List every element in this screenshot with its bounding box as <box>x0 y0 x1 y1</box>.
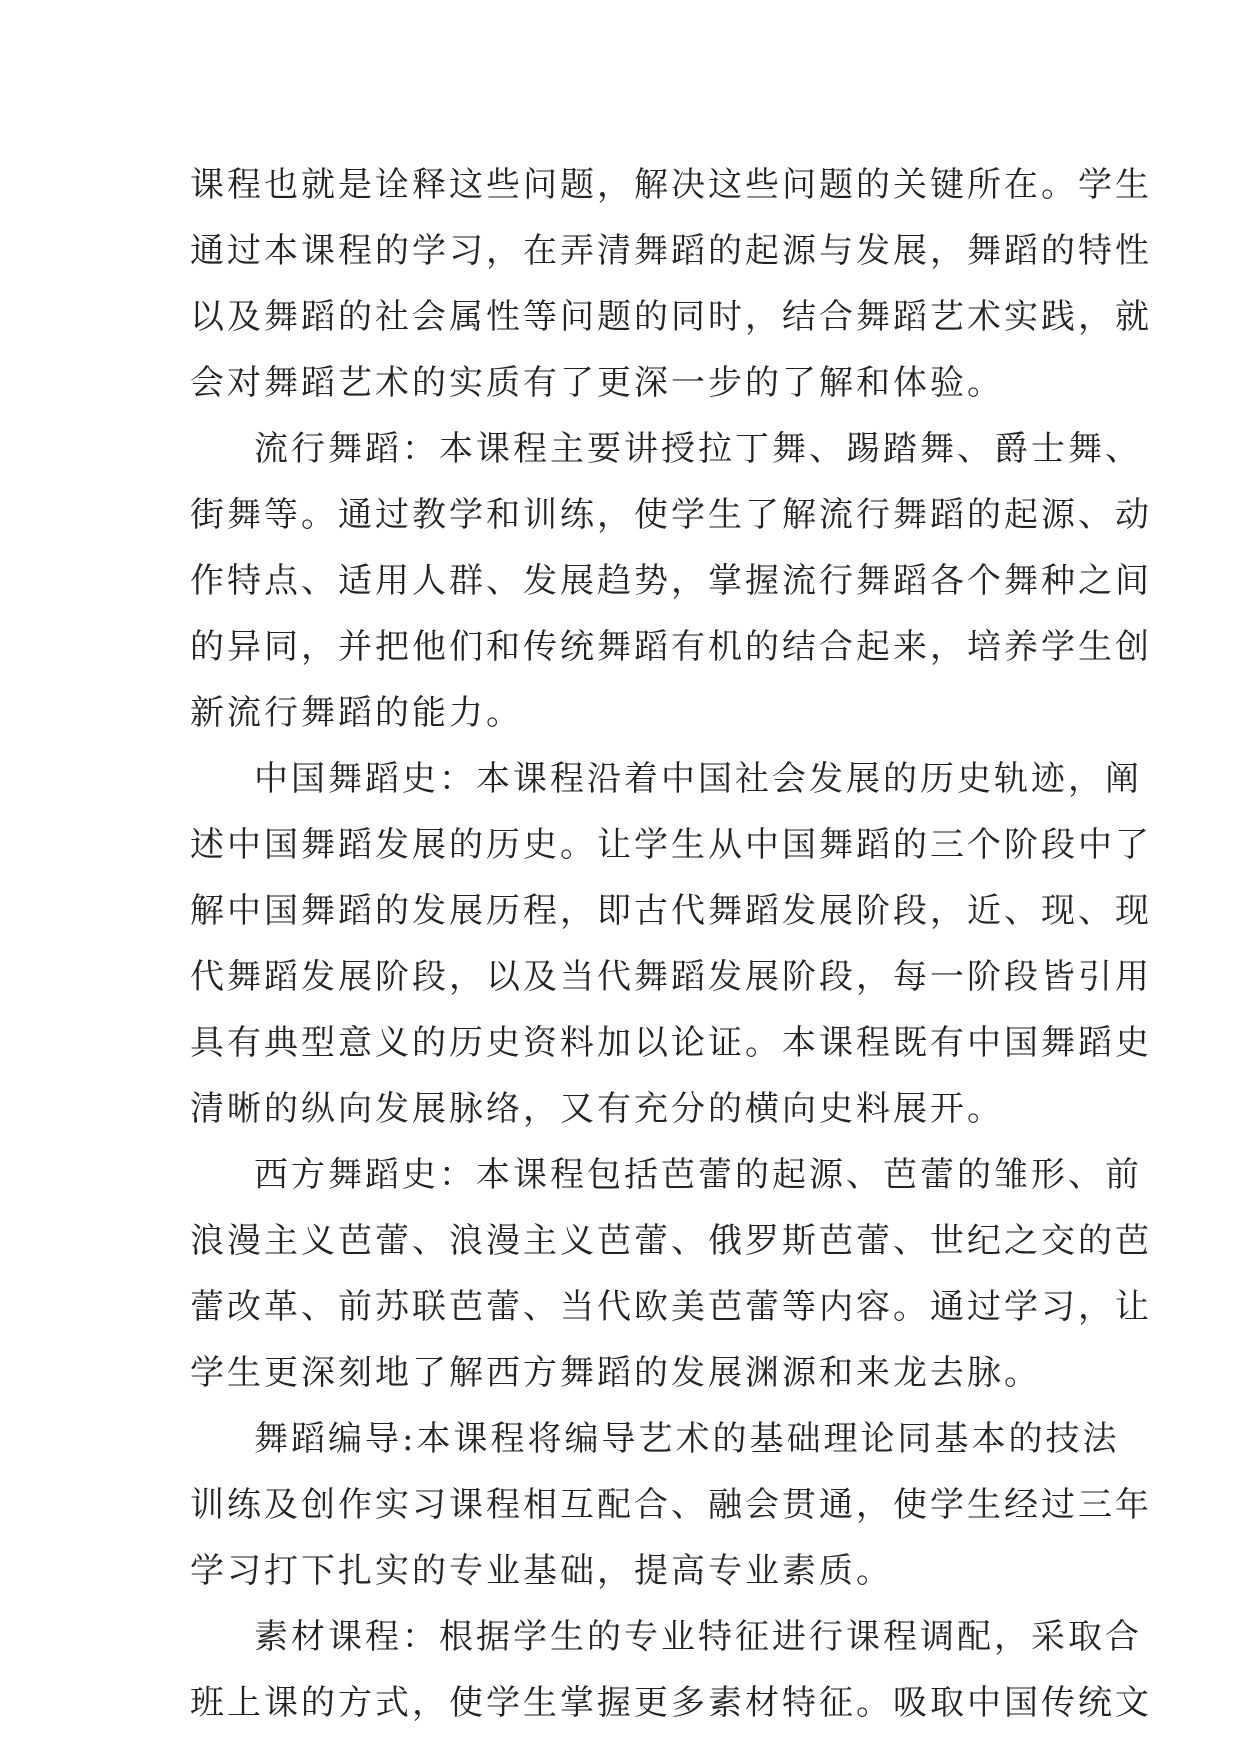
text-line: 具有典型意义的历史资料加以论证。本课程既有中国舞蹈史 <box>190 1023 1152 1063</box>
paragraph-start-line: 西方舞蹈史：本课程包括芭蕾的起源、芭蕾的雏形、前 <box>254 1155 1142 1195</box>
text-line: 代舞蹈发展阶段，以及当代舞蹈发展阶段，每一阶段皆引用 <box>190 957 1152 997</box>
text-line: 通过本课程的学习，在弄清舞蹈的起源与发展，舞蹈的特性 <box>190 231 1152 271</box>
text-line: 浪漫主义芭蕾、浪漫主义芭蕾、俄罗斯芭蕾、世纪之交的芭 <box>190 1221 1152 1261</box>
text-line: 会对舞蹈艺术的实质有了更深一步的了解和体验。 <box>190 363 1004 403</box>
text-line: 学生更深刻地了解西方舞蹈的发展渊源和来龙去脉。 <box>190 1353 1041 1393</box>
text-line: 训练及创作实习课程相互配合、融会贯通，使学生经过三年 <box>190 1485 1152 1525</box>
document-body <box>190 152 1152 1736</box>
text-line: 新流行舞蹈的能力。 <box>190 693 523 733</box>
paragraph-start-line: 流行舞蹈：本课程主要讲授拉丁舞、踢踏舞、爵士舞、 <box>254 429 1142 469</box>
text-line: 课程也就是诠释这些问题，解决这些问题的关键所在。学生 <box>190 165 1152 205</box>
text-line: 述中国舞蹈发展的历史。让学生从中国舞蹈的三个阶段中了 <box>190 825 1152 865</box>
text-line: 作特点、适用人群、发展趋势，掌握流行舞蹈各个舞种之间 <box>190 561 1152 601</box>
text-line: 清晰的纵向发展脉络，又有充分的横向史料展开。 <box>190 1089 1004 1129</box>
paragraph-start-line: 素材课程：根据学生的专业特征进行课程调配，采取合 <box>254 1617 1142 1657</box>
paragraph-start-line: 中国舞蹈史：本课程沿着中国社会发展的历史轨迹，阐 <box>254 759 1142 799</box>
paragraph-start-line: 舞蹈编导:本课程将编导艺术的基础理论同基本的技法 <box>254 1419 1120 1459</box>
text-line: 街舞等。通过教学和训练，使学生了解流行舞蹈的起源、动 <box>190 495 1152 535</box>
text-line: 解中国舞蹈的发展历程，即古代舞蹈发展阶段，近、现、现 <box>190 891 1152 931</box>
text-line: 的异同，并把他们和传统舞蹈有机的结合起来，培养学生创 <box>190 627 1152 667</box>
text-line: 班上课的方式，使学生掌握更多素材特征。吸取中国传统文 <box>190 1683 1152 1723</box>
text-line: 学习打下扎实的专业基础，提高专业素质。 <box>190 1551 893 1591</box>
text-line: 蕾改革、前苏联芭蕾、当代欧美芭蕾等内容。通过学习，让 <box>190 1287 1152 1327</box>
text-line: 以及舞蹈的社会属性等问题的同时，结合舞蹈艺术实践，就 <box>190 297 1152 337</box>
